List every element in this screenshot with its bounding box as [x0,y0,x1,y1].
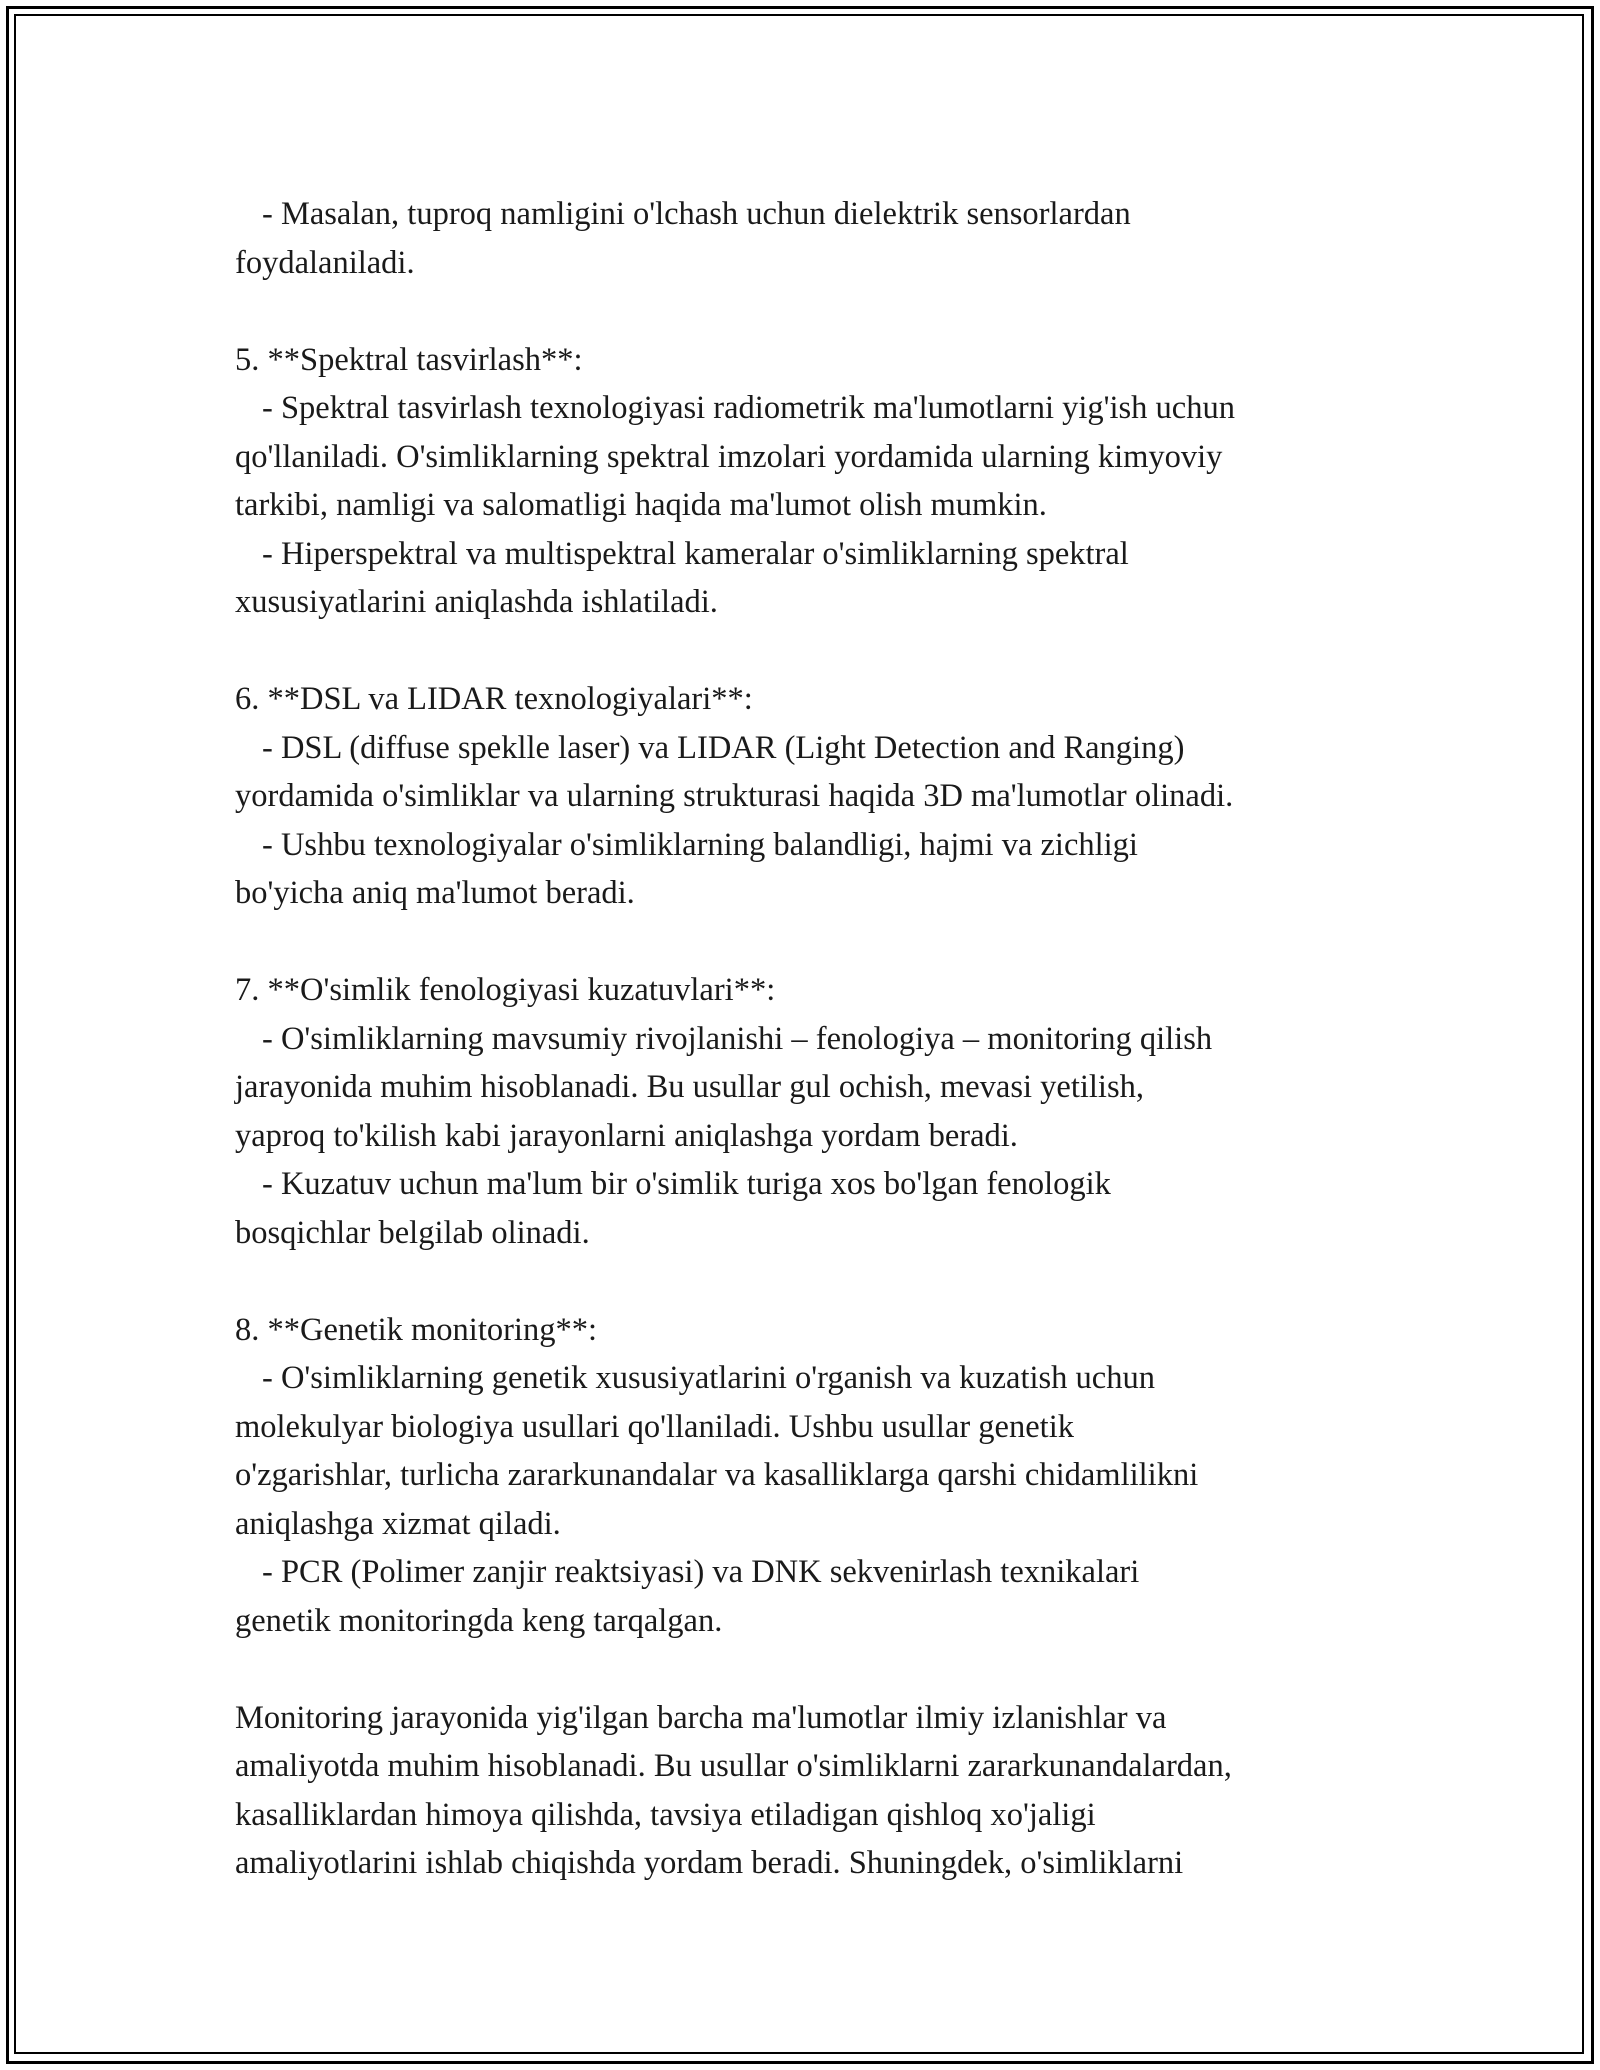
text-line: - Kuzatuv uchun ma'lum bir o'simlik turiga xos bo'lgan fenologik [262,1166,1111,1202]
blank-line [235,1645,1380,1694]
text-line: jarayonida muhim hisoblanadi. Bu usullar gul ochish, mevasi yetilish, [235,1069,1144,1105]
text-line: aniqlashga xizmat qiladi. [235,1505,561,1542]
text-line: 6. **DSL va LIDAR texnologiyalari**: [235,681,753,717]
text-line: qo'llaniladi. O'simliklarning spektral imzolari yordamida ularning kimyoviy [235,438,1223,475]
text-line: - Hiperspektral va multispektral kameralar o'simliklarning spektral [262,535,1129,572]
blank-line [235,1257,1380,1306]
text-line: - PCR (Polimer zanjir reaktsiyasi) va DNK sekvenirlash texnikalari [262,1554,1140,1590]
blank-line [235,287,1380,336]
text-line: - Spektral tasvirlash texnologiyasi radiometrik ma'lumotlarni yig'ish uchun [262,390,1235,426]
text-line: - Ushbu texnologiyalar o'simliklarning balandligi, hajmi va zichligi [262,826,1138,863]
text-line: bo'yicha aniq ma'lumot beradi. [235,875,635,911]
text-line: molekulyar biologiya usullari qo'llaniladi. Ushbu usullar genetik [235,1408,1074,1445]
document-body [235,190,1380,1888]
text-line: kasalliklardan himoya qilishda, tavsiya etiladigan qishloq xo'jaligi [235,1796,1096,1833]
text-line: 5. **Spektral tasvirlash**: [235,341,583,378]
blank-line [235,627,1380,676]
text-line: - O'simliklarning mavsumiy rivojlanishi – fenologiya – monitoring qilish [262,1020,1213,1057]
text-line: bosqichlar belgilab olinadi. [235,1214,590,1251]
text-line: 7. **O'simlik fenologiyasi kuzatuvlari**: [235,972,776,1008]
text-line: amaliyotda muhim hisoblanadi. Bu usullar o'simliklarni zararkunandalardan, [235,1748,1232,1784]
text-line: - DSL (diffuse speklle laser) va LIDAR (Light Detection and Ranging) [262,729,1185,766]
text-line: genetik monitoringda keng tarqalgan. [235,1602,723,1639]
text-line: tarkibi, namligi va salomatligi haqida ma'lumot olish mumkin. [235,487,1047,523]
text-line: - O'simliklarning genetik xususiyatlarini o'rganish va kuzatish uchun [262,1360,1155,1396]
text-line: 8. **Genetik monitoring**: [235,1311,597,1348]
text-line: yordamida o'simliklar va ularning strukturasi haqida 3D ma'lumotlar olinadi. [235,778,1234,814]
text-line: xususiyatlarini aniqlashda ishlatiladi. [235,584,718,620]
text-line: o'zgarishlar, turlicha zararkunandalar va kasalliklarga qarshi chidamlilikni [235,1457,1199,1493]
text-line: yaproq to'kilish kabi jarayonlarni aniqlashga yordam beradi. [235,1117,1018,1154]
text-line: amaliyotlarini ishlab chiqishda yordam beradi. Shuningdek, o'simliklarni [235,1845,1184,1881]
text-line: - Masalan, tuproq namligini o'lchash uchun dielektrik sensorlardan [262,196,1131,232]
text-line: foydalaniladi. [235,244,415,281]
blank-line [235,918,1380,967]
text-line: Monitoring jarayonida yig'ilgan barcha ma'lumotlar ilmiy izlanishlar va [235,1699,1167,1736]
